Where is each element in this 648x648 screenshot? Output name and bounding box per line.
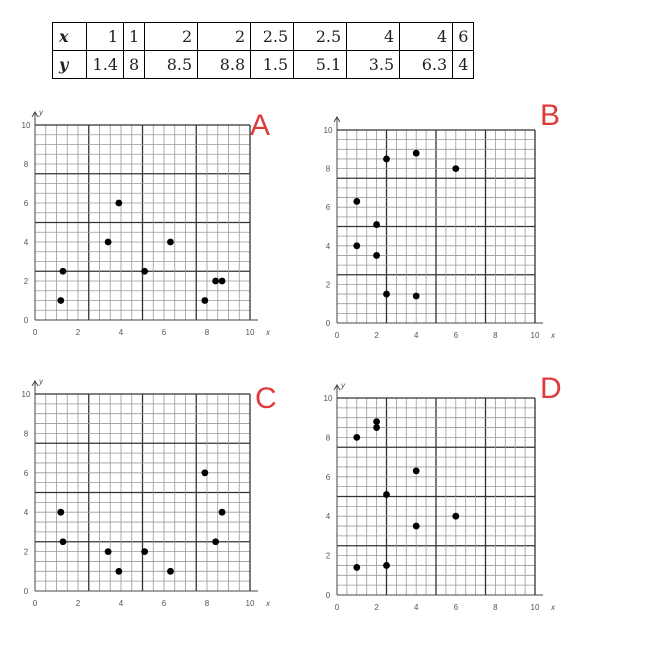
data-point	[141, 268, 148, 275]
y-tick-label: 4	[23, 508, 29, 518]
x-axis-label: x	[551, 603, 555, 612]
x-tick-label: 10	[245, 328, 255, 337]
table-cell: 2.5	[294, 23, 347, 51]
y-tick-label: 6	[23, 468, 29, 478]
table-cell: 4	[400, 23, 453, 51]
x-tick-label: 2	[75, 599, 81, 608]
table-cell: 2	[145, 23, 198, 51]
data-point	[212, 278, 219, 285]
y-tick-label: 2	[325, 551, 331, 561]
x-tick-label: 2	[75, 328, 81, 337]
data-point	[60, 538, 67, 545]
x-tick-label: 0	[32, 328, 38, 337]
table-cell: 1	[87, 23, 124, 51]
y-tick-label: 0	[23, 587, 29, 596]
table-cell: 3.5	[347, 51, 400, 79]
x-tick-label: 8	[493, 331, 498, 340]
table-cell: 6	[453, 23, 474, 51]
x-tick-label: 8	[204, 599, 210, 608]
x-tick-label: 2	[374, 331, 379, 340]
data-point	[57, 509, 64, 516]
panel-label: B	[540, 99, 561, 132]
x-axis-label: x	[266, 328, 270, 337]
data-point	[413, 150, 420, 157]
table-cell: 2.5	[251, 23, 294, 51]
x-tick-label: 10	[530, 603, 540, 612]
data-point	[353, 242, 360, 249]
table-cell: 5.1	[294, 51, 347, 79]
data-point	[57, 297, 64, 304]
scatter-plot-d	[305, 373, 567, 638]
x-tick-label: 2	[374, 603, 379, 612]
y-tick-label: 4	[23, 238, 29, 247]
data-point	[105, 548, 112, 555]
data-point	[452, 165, 459, 172]
data-point	[353, 434, 360, 441]
x-tick-label: 6	[453, 331, 459, 340]
y-tick-label: 8	[23, 160, 29, 169]
scatter-plot-b	[305, 99, 567, 368]
x-tick-label: 0	[32, 599, 38, 608]
x-tick-label: 4	[118, 599, 124, 608]
table-cell: 4	[453, 51, 474, 79]
table-cell: 1	[124, 23, 145, 51]
panel-label: D	[540, 372, 562, 405]
x-tick-label: 6	[161, 328, 167, 337]
data-point	[141, 548, 148, 555]
data-point	[373, 418, 380, 425]
table-cell: 8.5	[145, 51, 198, 79]
table-cell: 1.5	[251, 51, 294, 79]
x-axis-label: x	[266, 599, 270, 608]
y-tick-label: 2	[23, 277, 29, 286]
y-tick-label: 0	[325, 591, 331, 600]
y-tick-label: 0	[325, 319, 331, 328]
y-tick-label: 6	[325, 472, 331, 482]
x-tick-label: 6	[161, 599, 167, 608]
table-cell: 8.8	[198, 51, 251, 79]
table-cell: 8	[124, 51, 145, 79]
panel-label: A	[250, 109, 271, 142]
x-tick-label: 0	[334, 603, 340, 612]
y-tick-label: 6	[23, 199, 29, 208]
data-point	[115, 200, 122, 207]
y-axis-label: y	[39, 108, 43, 117]
y-axis-label: y	[341, 381, 345, 390]
y-tick-label: 10	[323, 126, 333, 135]
table-row-x	[53, 23, 474, 51]
scatter-plot-a	[20, 100, 282, 365]
data-point	[383, 562, 390, 569]
x-tick-label: 6	[453, 603, 459, 612]
y-tick-label: 10	[21, 390, 31, 399]
x-tick-label: 4	[118, 328, 124, 337]
data-point	[353, 198, 360, 205]
x-tick-label: 4	[413, 331, 419, 340]
y-tick-label: 4	[325, 512, 331, 522]
data-point	[219, 278, 226, 285]
data-table	[52, 22, 474, 79]
table-cell: 1.4	[87, 51, 124, 79]
data-point	[201, 469, 208, 476]
data-point	[219, 509, 226, 516]
table-row-y	[53, 51, 474, 79]
y-tick-label: 4	[325, 241, 331, 251]
y-tick-label: 6	[325, 203, 331, 213]
data-point	[413, 523, 420, 530]
data-point	[413, 467, 420, 474]
x-tick-label: 0	[334, 331, 340, 340]
data-point	[167, 239, 174, 246]
data-point	[373, 221, 380, 228]
data-point	[452, 513, 459, 520]
data-point	[201, 297, 208, 304]
y-tick-label: 10	[323, 394, 333, 403]
x-tick-label: 4	[413, 603, 419, 612]
data-point	[383, 156, 390, 163]
data-point	[373, 424, 380, 431]
table-cell: 4	[347, 23, 400, 51]
x-tick-label: 8	[204, 328, 210, 337]
y-tick-label: 2	[325, 280, 331, 290]
x-axis-label: x	[551, 331, 555, 340]
y-tick-label: 8	[325, 164, 331, 174]
data-point	[167, 568, 174, 575]
scatter-plot-c	[20, 373, 282, 635]
table-cell: 6.3	[400, 51, 453, 79]
data-point	[115, 568, 122, 575]
y-tick-label: 0	[23, 316, 29, 325]
row-label-x: x	[53, 23, 87, 51]
data-point	[383, 291, 390, 298]
table-cell: 2	[198, 23, 251, 51]
x-tick-label: 8	[493, 603, 498, 612]
data-point	[60, 268, 67, 275]
x-tick-label: 10	[530, 331, 540, 340]
y-tick-label: 2	[23, 547, 29, 557]
y-tick-label: 8	[23, 429, 29, 439]
y-tick-label: 10	[21, 121, 31, 130]
panel-label: C	[255, 382, 277, 415]
y-axis-label: y	[39, 377, 43, 386]
data-point	[353, 564, 360, 571]
data-point	[373, 252, 380, 259]
data-point	[105, 239, 112, 246]
data-point	[212, 538, 219, 545]
x-tick-label: 10	[245, 599, 255, 608]
y-tick-label: 8	[325, 433, 331, 443]
data-point	[413, 293, 420, 300]
data-point	[383, 491, 390, 498]
row-label-y: y	[53, 51, 87, 79]
